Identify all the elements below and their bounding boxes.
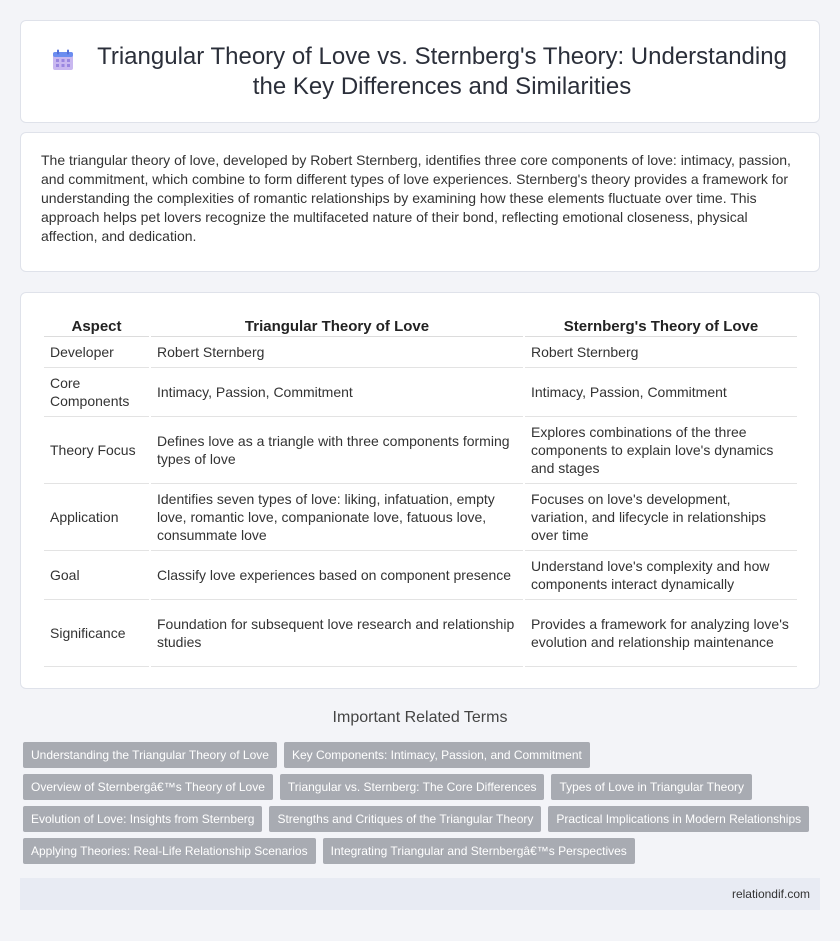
related-term-tag[interactable]: Types of Love in Triangular Theory bbox=[551, 774, 752, 800]
cell-sternberg: Explores combinations of the three components to explain love's dynamics and stages bbox=[525, 417, 797, 484]
cell-sternberg: Focuses on love's development, variation, and lifecycle in relationships over time bbox=[525, 484, 797, 551]
related-term-tag[interactable]: Practical Implications in Modern Relationships bbox=[548, 806, 809, 832]
intro-card bbox=[20, 132, 820, 272]
header-card bbox=[20, 20, 820, 123]
footer bbox=[20, 878, 820, 910]
tag-row bbox=[23, 838, 823, 864]
footer-site-link[interactable]: relationdif.com bbox=[731, 887, 810, 901]
related-term-tag[interactable]: Integrating Triangular and Sternbergâ€™s Perspectives bbox=[323, 838, 635, 864]
related-terms-title: Important Related Terms bbox=[332, 709, 508, 726]
table-row bbox=[44, 417, 797, 484]
tag-row bbox=[23, 774, 823, 800]
intro-paragraph: The triangular theory of love, developed by Robert Sternberg, identifies three core components of love: intimacy, passion, and commitment, which combine to form different types of love experiences. Sternberg's theory provides a framework for understanding the complexities of romantic relationships by examining how these elements fluctuate over time. This approach helps pet lovers recognize the multifaceted nature of their bond, reflecting emotional closeness, physical affection, and dedication. bbox=[41, 152, 791, 244]
header-sternberg: Sternberg's Theory of Love bbox=[525, 315, 797, 337]
table-header-row bbox=[44, 315, 797, 337]
table-row bbox=[44, 337, 797, 368]
related-term-tag[interactable]: Overview of Sternbergâ€™s Theory of Love bbox=[23, 774, 273, 800]
related-term-tag[interactable]: Evolution of Love: Insights from Sternberg bbox=[23, 806, 262, 832]
cell-sternberg: Robert Sternberg bbox=[525, 337, 797, 368]
table-row bbox=[44, 368, 797, 417]
related-terms-tags bbox=[23, 742, 823, 870]
cell-triangular: Robert Sternberg bbox=[151, 337, 523, 368]
cell-triangular: Intimacy, Passion, Commitment bbox=[151, 368, 523, 417]
cell-aspect: Application bbox=[44, 484, 149, 551]
cell-triangular: Defines love as a triangle with three components forming types of love bbox=[151, 417, 523, 484]
table-row bbox=[44, 484, 797, 551]
tag-row bbox=[23, 742, 823, 768]
header-triangular: Triangular Theory of Love bbox=[151, 315, 523, 337]
tag-row bbox=[23, 806, 823, 832]
cell-aspect: Core Components bbox=[44, 368, 149, 417]
cell-sternberg: Understand love's complexity and how components interact dynamically bbox=[525, 551, 797, 600]
title-wrap bbox=[51, 42, 789, 102]
related-term-tag[interactable]: Triangular vs. Sternberg: The Core Differences bbox=[280, 774, 545, 800]
cell-aspect: Developer bbox=[44, 337, 149, 368]
cell-triangular: Classify love experiences based on component presence bbox=[151, 551, 523, 600]
cell-aspect: Goal bbox=[44, 551, 149, 600]
comparison-table-card bbox=[20, 292, 820, 689]
cell-sternberg: Provides a framework for analyzing love's evolution and relationship maintenance bbox=[525, 600, 797, 667]
comparison-table bbox=[42, 315, 799, 667]
header-aspect: Aspect bbox=[44, 315, 149, 337]
related-term-tag[interactable]: Applying Theories: Real-Life Relationship Scenarios bbox=[23, 838, 316, 864]
cell-triangular: Foundation for subsequent love research and relationship studies bbox=[151, 600, 523, 667]
related-term-tag[interactable]: Strengths and Critiques of the Triangular Theory bbox=[269, 806, 541, 832]
cell-triangular: Identifies seven types of love: liking, infatuation, empty love, romantic love, companionate love, fatuous love, consummate love bbox=[151, 484, 523, 551]
calendar-icon bbox=[51, 48, 75, 72]
cell-aspect: Theory Focus bbox=[44, 417, 149, 484]
related-term-tag[interactable]: Understanding the Triangular Theory of Love bbox=[23, 742, 277, 768]
table-row bbox=[44, 551, 797, 600]
page-title: Triangular Theory of Love vs. Sternberg's Theory: Understanding the Key Differences and Similarities bbox=[97, 42, 787, 100]
related-term-tag[interactable]: Key Components: Intimacy, Passion, and Commitment bbox=[284, 742, 590, 768]
table-row bbox=[44, 600, 797, 667]
cell-aspect: Significance bbox=[44, 600, 149, 667]
cell-sternberg: Intimacy, Passion, Commitment bbox=[525, 368, 797, 417]
